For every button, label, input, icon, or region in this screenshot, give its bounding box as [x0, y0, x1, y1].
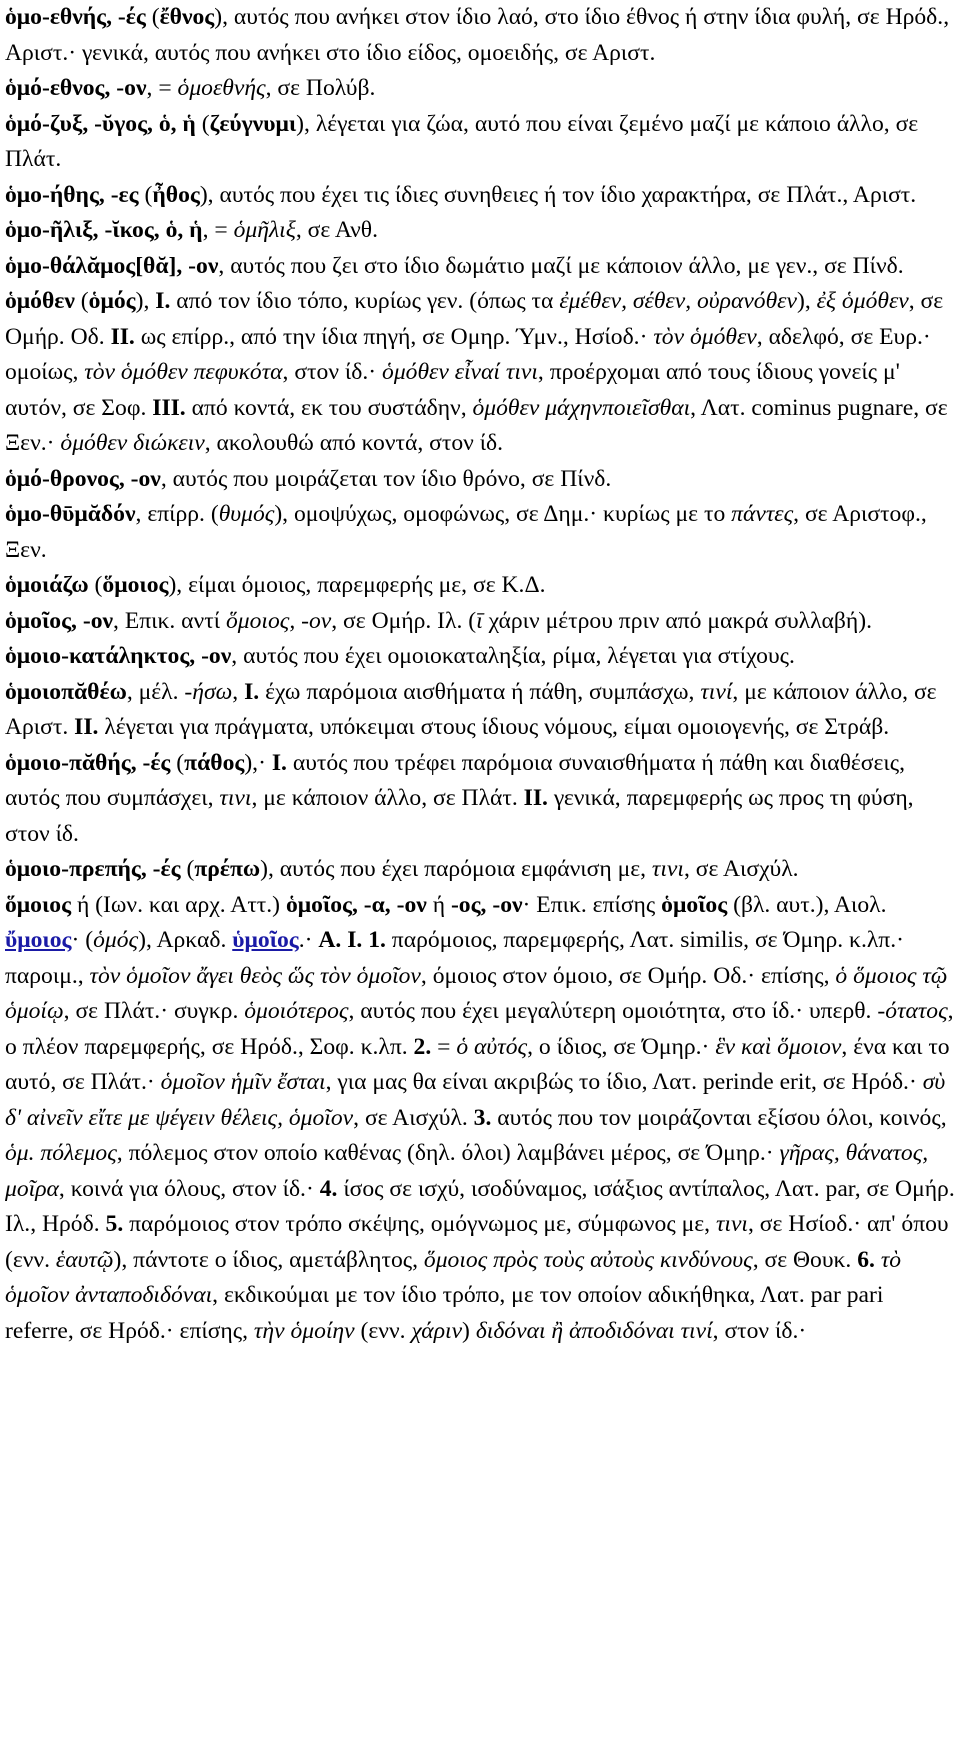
entry-italic-text: ὁμοῖον ἡμῖν ἔσται	[160, 1069, 326, 1095]
entry-text: ,	[232, 678, 245, 705]
entry-bold-text: ὁμόθεν	[5, 288, 75, 314]
entry-italic-text: ὁμόθεν μάχηνποιεῖσθαι	[472, 394, 691, 421]
entry-italic-text: ῑ	[476, 607, 483, 634]
entry-italic-text: γῆρας, θάνατος, μοῖρα	[5, 1140, 929, 1202]
entry-italic-text: ὁ ὅμοιος τῷ ὁμοίῳ	[5, 962, 948, 1024]
entry-text: , με κάποιον άλλο, σε Αριστ.	[5, 678, 937, 740]
entry-bold-text: ὁμοιοπᾰθέω	[5, 678, 127, 705]
entry-text: αυτός που τον μοιράζονται εξίσου όλοι, κοινός,	[491, 1104, 947, 1131]
entry-text: , σε Πολύβ.	[265, 75, 376, 101]
dictionary-entry	[5, 462, 956, 498]
entry-italic-text: σὺ δ' αἰνεῖν εἴτε με ψέγειν θέλεις, ὁμοῖον	[5, 1069, 946, 1131]
entry-bold-text: ὅμοιος	[5, 891, 72, 918]
entry-text: γενικά, παρεμφερής ως προς τη φύση, στον ίδ.	[5, 785, 914, 847]
entry-italic-text: ὁμοιότερος	[244, 998, 349, 1024]
entry-text: αυτός που τρέφει παρόμοια συναισθήματα ή πάθη και διαθέσεις, αυτός που συμπάσχει,	[5, 749, 905, 811]
entry-text: , αυτός που έχει ομοιοκαταληξία, ρίμα, λέγεται για στίχους.	[231, 643, 795, 669]
entry-text: , σε Πλάτ.· συγκρ.	[63, 998, 245, 1024]
entry-text: παρόμοιος στον τρόπο σκέψης, ομόγνωμος με, σύμφωνος με,	[123, 1211, 716, 1237]
entry-bold-text: ὁμός	[88, 288, 136, 314]
entry-bold-text: ὁμό-ζυξ, -ῠγος, ὁ, ἡ	[5, 110, 196, 137]
entry-italic-text: ὁμοεθνής	[177, 75, 266, 101]
cross-reference-link[interactable]: ὔμοιος	[5, 927, 72, 953]
dictionary-entry	[5, 213, 956, 249]
entry-bold-text: I.	[271, 749, 287, 776]
entry-italic-text: διδόναι ἢ ἀποδιδόναι τινί	[475, 1317, 713, 1344]
entry-bold-text: ἦθος	[152, 181, 200, 208]
entry-text: , ακολουθώ από κοντά, στον ίδ.	[204, 430, 504, 456]
entry-bold-text: ὁμό-θρονος, -ον	[5, 465, 161, 492]
entry-text: ίσος σε ισχύ, ισοδύναμος, ισάξιος αντίπαλος, Λατ. par, σε Ομήρ. Ιλ., Ηρόδ.	[5, 1175, 955, 1237]
entry-bold-text: 4.	[319, 1175, 338, 1202]
entry-text: .·	[298, 927, 319, 953]
entry-text: (	[88, 572, 103, 598]
dictionary-entry	[5, 178, 956, 214]
cross-reference-link[interactable]: ὑμοῖος	[232, 927, 299, 953]
entry-italic-text: ὁ αὐτός	[456, 1033, 528, 1060]
dictionary-entry	[5, 284, 956, 462]
entry-text: ), πάντοτε ο ίδιος, αμετάβλητος,	[113, 1246, 424, 1273]
entry-bold-text: ὁμο-ῆλιξ, -ῐκος, ὁ, ἡ	[5, 217, 203, 243]
entry-text: , εκδικούμαι με τον ίδιο τρόπο, με τον οποίον αδικήθηκα, Λατ. par pari referre, σε Ηρόδ.· επίσης,	[5, 1282, 884, 1344]
entry-text: (ενν.	[354, 1317, 412, 1344]
entry-italic-text: θυμός	[218, 501, 275, 527]
entry-bold-text: ἔθνος	[159, 4, 215, 30]
entry-bold-text: ζεύγνυμι	[209, 110, 297, 137]
entry-italic-text: ἑαυτῷ	[55, 1246, 114, 1273]
dictionary-entry	[5, 675, 956, 746]
entry-text: , σε Θουκ.	[752, 1246, 858, 1273]
entry-text: (	[170, 749, 185, 776]
entry-text: ),	[135, 288, 156, 314]
entry-text: , σε Ανθ.	[295, 217, 379, 243]
entry-text: (	[145, 4, 160, 30]
entry-italic-text: τὸν ὁμόθεν πεφυκότα	[84, 359, 283, 385]
entry-text: =	[431, 1033, 457, 1060]
entry-text: , ένα και το αυτό, σε Πλάτ.·	[5, 1033, 950, 1095]
entry-italic-text: ἐξ ὁμόθεν	[816, 288, 909, 314]
entry-bold-text: 6.	[857, 1246, 875, 1273]
dictionary-entry	[5, 71, 956, 107]
entry-bold-text: ὁμο-θάλᾰμος[θᾰ], -ον	[5, 252, 219, 279]
entry-italic-text: χάριν	[411, 1317, 463, 1344]
entry-text: , σε Αριστοφ., Ξεν.	[5, 501, 927, 563]
dictionary-entry	[5, 568, 956, 604]
entry-italic-text: ὁμ. πόλεμος	[5, 1140, 117, 1166]
entry-text: ), ομοψύχως, ομοφώνως, σε Δημ.· κυρίως με το	[274, 501, 732, 527]
entry-italic-text: ὁμός	[93, 927, 139, 953]
entry-bold-text: ὁμο-θῡμᾰδόν	[5, 501, 136, 527]
entry-italic-text: ὅμοιος, -ον	[225, 607, 332, 634]
entry-text: , στον ίδ.·	[282, 359, 383, 385]
entry-text: , με κάποιον άλλο, σε Πλάτ.	[251, 785, 524, 811]
entry-text: , επίρρ. (	[135, 501, 219, 527]
entry-bold-text: II.	[74, 714, 99, 740]
entry-text: , αυτός που ζει στο ίδιο δωμάτιο μαζί με κάποιον άλλο, με γεν., σε Πίνδ.	[218, 252, 904, 279]
entry-italic-text: τινί	[700, 678, 733, 705]
entry-text: ),	[796, 288, 817, 314]
entry-italic-text: -ότατος	[877, 998, 948, 1024]
entry-text: , προέρχομαι από τους ίδιους γονείς μ' αυτόν, σε Σοφ.	[5, 359, 900, 421]
entry-text: , σε Αισχύλ.	[683, 856, 799, 882]
entry-text: , αδελφό, σε Ευρ.· ομοίως,	[5, 323, 931, 385]
entry-bold-text: ὁμοιο-κατάληκτος, -ον	[5, 643, 232, 669]
entry-text: ), αυτός που ανήκει στον ίδιο λαό, στο ίδιο έθνος ή στην ίδια φυλή, σε Ηρόδ., Αριστ.· γενικά, αυτός που ανήκει στο ίδιο είδος, ομοειδής, σε Αριστ.	[5, 4, 950, 66]
entry-bold-text: ὅμοιος	[102, 572, 169, 598]
dictionary-entry	[5, 852, 956, 888]
entry-text: (	[180, 856, 195, 882]
entry-text: (	[138, 181, 153, 208]
entry-bold-text: πρέπω	[194, 856, 261, 882]
entry-text: ), αυτός που έχει παρόμοια εμφάνιση με,	[260, 856, 652, 882]
entry-italic-text: -ήσω	[184, 678, 233, 705]
entry-italic-text: ὅμοιος πρὸς τοὺς αὐτοὺς κινδύνους	[423, 1246, 753, 1273]
entry-bold-text: II.	[110, 323, 135, 350]
dictionary-entry	[5, 639, 956, 675]
entry-text: ),·	[244, 749, 272, 776]
entry-text: , στον ίδ.·	[712, 1317, 807, 1344]
entry-text: (	[74, 288, 89, 314]
entry-bold-text: I.	[155, 288, 171, 314]
entry-bold-text: III.	[152, 394, 186, 421]
dictionary-entry	[5, 888, 956, 1350]
dictionary-entry	[5, 746, 956, 853]
entry-italic-text: τὴν ὁμοίην	[253, 1317, 355, 1344]
entry-bold-text: ὁμοιο-πρεπής, -ές	[5, 856, 181, 882]
entry-bold-text: ὁμοῖος	[661, 891, 728, 918]
entry-text: ή	[426, 891, 451, 918]
entry-text: έχω παρόμοια αισθήματα ή πάθη, συμπάσχω,	[259, 678, 701, 705]
entry-text: , σε Ομήρ. Οδ.	[5, 288, 944, 350]
entry-text: ), Αρκαδ.	[138, 927, 233, 953]
entry-text: · (	[71, 927, 94, 953]
entry-text: · Επικ. επίσης	[522, 891, 662, 918]
entry-text: , όμοιος στον όμοιο, σε Ομήρ. Οδ.· επίσης,	[420, 962, 836, 989]
entry-text: , =	[146, 75, 178, 101]
entry-text: , αυτός που μοιράζεται τον ίδιο θρόνο, σε Πίνδ.	[160, 465, 612, 492]
entry-bold-text: ὁμο-εθνής, -ές	[5, 4, 146, 30]
entry-bold-text: ὁμοῖος, -ον	[5, 607, 114, 634]
entry-text: ), είμαι όμοιος, παρεμφερής με, σε Κ.Δ.	[168, 572, 546, 598]
entry-bold-text: 5.	[105, 1211, 124, 1237]
entry-text: , ο ίδιος, σε Όμηρ.·	[527, 1033, 716, 1060]
entry-text: από κοντά, εκ του συστάδην,	[185, 394, 473, 421]
entry-text: , Επικ. αντί	[113, 607, 226, 634]
dictionary-entry	[5, 107, 956, 178]
entry-text: , =	[202, 217, 234, 243]
entry-text: , ο πλέον παρεμφερής, σε Ηρόδ., Σοφ. κ.λπ.	[5, 998, 954, 1060]
entry-italic-text: ἐμέθεν, σέθεν, οὐρανόθεν	[559, 288, 797, 314]
entry-text: , σε Ησίοδ.· απ' όπου (ενν.	[5, 1211, 949, 1273]
entry-text: λέγεται για πράγματα, υπόκειμαι στους ίδιους νόμους, είμαι ομοιογενής, σε Στράβ.	[98, 714, 890, 740]
entry-text: ως επίρρ., από την ίδια πηγή, σε Ομηρ. Ύμν., Ησίοδ.·	[134, 323, 654, 350]
entry-text: , κοινά για όλους, στον ίδ.·	[58, 1175, 320, 1202]
entry-italic-text: ὁμῆλιξ	[233, 217, 296, 243]
entry-italic-text: τινι	[219, 785, 252, 811]
dictionary-entry	[5, 497, 956, 568]
entry-bold-text: 3.	[473, 1104, 492, 1131]
entry-text: , σε Ομήρ. Ιλ. (	[331, 607, 477, 634]
entry-text: , Λατ. cominus pugnare, σε Ξεν.·	[5, 394, 948, 456]
dictionary-entry	[5, 0, 956, 71]
dictionary-entry	[5, 249, 956, 285]
entry-text: χάριν μέτρου πριν από μακρά συλλαβή).	[482, 607, 873, 634]
dictionary-entry	[5, 604, 956, 640]
entry-bold-text: 2.	[413, 1033, 432, 1060]
entry-bold-text: A. I. 1.	[318, 927, 386, 953]
entry-text: , για μας θα είναι ακριβώς το ίδιο, Λατ. perinde erit, σε Ηρόδ.·	[325, 1069, 923, 1095]
entry-bold-text: ὁμο-ήθης, -ες	[5, 181, 139, 208]
entry-bold-text: ὁμοιο-πᾰθής, -ές	[5, 749, 171, 776]
entry-italic-text: ἓν καὶ ὅμοιον	[715, 1033, 842, 1060]
entry-italic-text: τινι	[715, 1211, 748, 1237]
entry-bold-text: πάθος	[184, 749, 245, 776]
entry-text: , αυτός που έχει μεγαλύτερη ομοιότητα, στο ίδ.· υπερθ.	[348, 998, 878, 1024]
entry-italic-text: τινι	[651, 856, 684, 882]
entry-bold-text: ὁμό-εθνος, -ον	[5, 75, 147, 101]
entry-italic-text: πάντες	[731, 501, 794, 527]
entry-bold-text: II.	[523, 785, 548, 811]
entry-italic-text: τὸν ὁμοῖον ἄγει θεὸς ὥς τὸν ὁμοῖον	[89, 962, 421, 989]
entry-text: , μέλ.	[126, 678, 185, 705]
entry-text: (βλ. αυτ.), Αιολ.	[727, 891, 887, 918]
entry-text: ή (Ιων. και αρχ. Αττ.)	[71, 891, 286, 918]
entry-italic-text: τὸν ὁμόθεν	[653, 323, 757, 350]
entry-text: )	[462, 1317, 476, 1344]
entry-italic-text: ὁμόθεν εἶναί τινι	[382, 359, 538, 385]
entry-bold-text: I.	[244, 678, 260, 705]
entry-text: από τον ίδιο τόπο, κυρίως γεν. (όπως τα	[170, 288, 560, 314]
entry-italic-text: ὁμόθεν διώκειν	[60, 430, 205, 456]
entry-italic-text: τὸ ὁμοῖον ἀνταποδιδόναι	[5, 1246, 902, 1308]
entry-text: (	[195, 110, 210, 137]
entry-text: ), λέγεται για ζώα, αυτό που είναι ζεμένο μαζί με κάποιο άλλο, σε Πλάτ.	[5, 110, 919, 172]
entry-bold-text: ὁμοῖος, -α, -ον	[285, 891, 427, 918]
entry-bold-text: ὁμοιάζω	[5, 572, 89, 598]
entry-text: , σε Αισχύλ.	[353, 1104, 474, 1131]
entry-text: παρόμοιος, παρεμφερής, Λατ. similis, σε Όμηρ. κ.λπ.· παροιμ.,	[5, 927, 904, 989]
entry-text: ), αυτός που έχει τις ίδιες συνηθειες ή τον ίδιο χαρακτήρα, σε Πλάτ., Αριστ.	[199, 181, 917, 208]
entry-text: , πόλεμος στον οποίο καθένας (δηλ. όλοι) λαμβάνει μέρος, σε Όμηρ.·	[116, 1140, 780, 1166]
entry-bold-text: -ος, -ον	[450, 891, 523, 918]
